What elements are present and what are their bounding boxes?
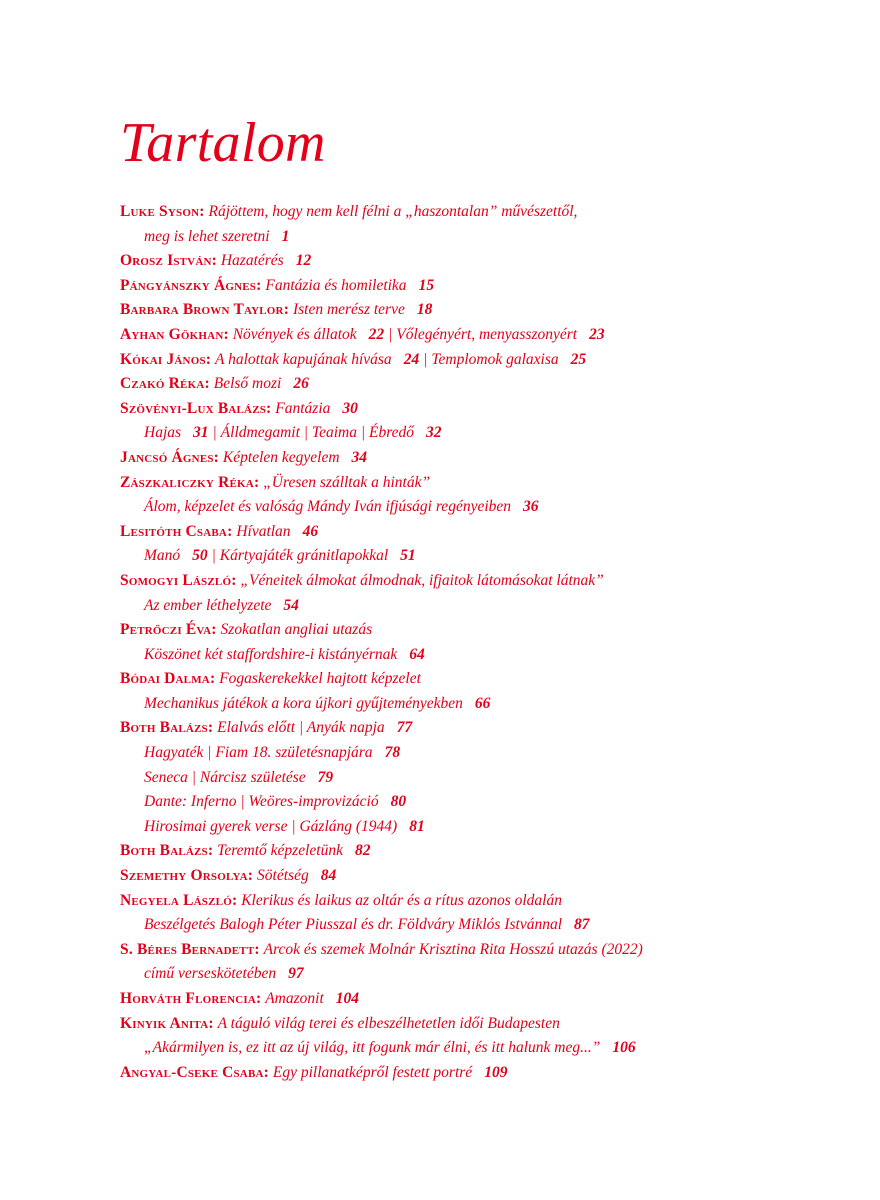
toc-title: | Álldmegamit | Teaima | Ébredő <box>212 424 415 442</box>
toc-title: című verseskötetében <box>144 965 277 983</box>
toc-entry <box>120 839 840 864</box>
toc-page-number: 97 <box>288 965 304 983</box>
toc-title: Növények és állatok <box>232 325 357 343</box>
toc-entry <box>120 323 840 348</box>
toc-entry <box>120 569 840 594</box>
toc-title: | Vőlegényért, menyasszonyért <box>388 325 578 343</box>
toc-title: Álom, képzelet és valóság Mándy Iván ifjúsági regényeiben <box>144 498 512 516</box>
toc-page-number: 30 <box>342 399 358 417</box>
toc-entry-continuation <box>120 741 840 766</box>
toc-title: Hajas <box>144 424 182 442</box>
toc-title: „Véneitek álmokat álmodnak, ifjaitok látomásokat látnak” <box>240 571 604 589</box>
toc-page-number: 31 <box>193 424 209 442</box>
toc-title: Fantázia és homiletika <box>265 276 407 294</box>
toc-title: Köszönet két staffordshire-i kistányérnak <box>144 645 398 663</box>
toc-author: Somogyi László: <box>120 571 237 589</box>
toc-title: Arcok és szemek Molnár Krisztina Rita Hosszú utazás (2022) <box>263 940 643 958</box>
toc-entry <box>120 200 840 225</box>
toc-title: Sötétség <box>257 867 309 885</box>
toc-title: Hazatérés <box>220 252 284 270</box>
toc-author: Horváth Florencia: <box>120 990 262 1007</box>
toc-author: Both Balázs: <box>120 719 214 737</box>
toc-title: Teremtő képzeletünk <box>217 842 343 860</box>
toc-page-number: 51 <box>400 547 416 565</box>
toc-author: Zászkaliczky Réka: <box>120 473 260 491</box>
toc-page-number: 15 <box>418 276 435 294</box>
toc-entry-continuation <box>120 421 840 446</box>
toc-title: Beszélgetés Balogh Péter Piusszal és dr. Földváry Miklós Istvánnal <box>144 916 563 934</box>
toc-author: Luke Syson: <box>120 203 205 220</box>
toc-author: Szemethy Orsolya: <box>120 867 254 885</box>
toc-entry <box>120 1061 840 1086</box>
toc-entry-continuation <box>120 544 840 569</box>
toc-author: Angyal-Cseke Csaba: <box>120 1063 269 1081</box>
toc-author: Bódai Dalma: <box>120 670 216 688</box>
toc-title: Képtelen kegyelem <box>222 448 340 466</box>
toc-page-number: 81 <box>409 817 425 835</box>
toc-author: Negyela László: <box>120 891 238 909</box>
toc-page-number: 23 <box>589 325 605 343</box>
toc-entry <box>120 889 840 914</box>
toc-author: Ayhan Gökhan: <box>120 325 229 343</box>
toc-entry-continuation <box>120 913 840 938</box>
toc-entry <box>120 716 840 741</box>
toc-entry-continuation <box>120 495 840 520</box>
toc-page-number: 24 <box>403 350 420 368</box>
toc-title: A táguló világ terei és elbeszélhetetlen idői Budapesten <box>217 1014 560 1032</box>
toc-page-number: 66 <box>474 694 491 712</box>
toc-page-number: 25 <box>570 350 587 368</box>
toc-entry <box>120 987 840 1012</box>
toc-title: Dante: Inferno | Weöres-improvizáció <box>144 793 379 811</box>
toc-entry <box>120 274 840 299</box>
toc-page-number: 84 <box>320 867 337 885</box>
toc-page-number: 12 <box>295 252 312 270</box>
toc-author: Czakó Réka: <box>120 375 210 393</box>
toc-title: | Kártyajáték gránitlapokkal <box>211 547 389 565</box>
toc-entry-continuation <box>120 790 840 815</box>
toc-title: Egy pillanatképről festett portré <box>272 1063 473 1081</box>
toc-entry <box>120 372 840 397</box>
toc-page-number: 22 <box>368 325 385 343</box>
toc-entry <box>120 618 840 643</box>
toc-entry-continuation <box>120 962 840 987</box>
toc-title: Hívatlan <box>236 522 291 540</box>
toc-page-number: 36 <box>523 498 539 516</box>
toc-entry-continuation <box>120 692 840 717</box>
toc-page-number: 50 <box>192 547 208 565</box>
toc-page-number: 34 <box>351 448 368 466</box>
toc-entry-continuation <box>120 643 840 668</box>
toc-author: Szövényi-Lux Balázs: <box>120 399 272 417</box>
toc-page-number: 104 <box>335 990 360 1007</box>
toc-title: Manó <box>144 547 181 565</box>
toc-author: Kinyik Anita: <box>120 1014 214 1032</box>
toc-entry <box>120 446 840 471</box>
toc-title: Fogaskerekekkel hajtott képzelet <box>219 670 421 688</box>
page-title: Tartalom <box>120 112 326 174</box>
toc-entry <box>120 249 840 274</box>
toc-entry <box>120 1012 840 1037</box>
toc-title: „Akármilyen is, ez itt az új világ, itt fogunk már élni, és itt halunk meg...” <box>144 1039 601 1057</box>
toc-title: Az ember léthelyzete <box>144 596 272 614</box>
toc-page-number: 78 <box>384 744 401 762</box>
toc-page-number: 109 <box>484 1063 508 1081</box>
toc-page-number: 1 <box>281 227 290 245</box>
toc-author: Jancsó Ágnes: <box>120 448 220 466</box>
toc-title: A halottak kapujának hívása <box>215 350 392 368</box>
toc-title: Fantázia <box>275 399 331 417</box>
toc-author: Lesitóth Csaba: <box>120 522 233 540</box>
toc-title: meg is lehet szeretni <box>144 227 270 245</box>
toc-author: Petrőczi Éva: <box>120 621 217 639</box>
toc-entry-continuation <box>120 1036 840 1061</box>
toc-entry-continuation <box>120 594 840 619</box>
toc-title: Isten merész terve <box>292 301 405 319</box>
table-of-contents <box>120 200 840 1085</box>
toc-page-number: 87 <box>574 916 590 934</box>
toc-page-number: 54 <box>283 596 299 614</box>
toc-title: „Üresen szálltak a hinták” <box>263 473 431 491</box>
toc-page-number: 82 <box>354 842 371 860</box>
toc-author: Both Balázs: <box>120 842 214 860</box>
toc-entry <box>120 397 840 422</box>
toc-title: Seneca | Nárcisz születése <box>144 768 306 786</box>
toc-page-number: 77 <box>396 719 413 737</box>
toc-page-number: 18 <box>416 301 433 319</box>
toc-page-number: 80 <box>390 793 407 811</box>
toc-title: Rájöttem, hogy nem kell félni a „haszontalan” művészettől, <box>208 203 578 220</box>
toc-page-number: 46 <box>302 522 319 540</box>
toc-entry <box>120 520 840 545</box>
toc-entry-continuation <box>120 225 840 250</box>
toc-title: Szokatlan angliai utazás <box>220 621 373 639</box>
toc-author: Kókai János: <box>120 350 212 368</box>
toc-entry <box>120 471 840 496</box>
toc-title: Hagyaték | Fiam 18. születésnapjára <box>144 744 373 762</box>
toc-page-number: 64 <box>409 645 425 663</box>
toc-page-number: 79 <box>317 768 334 786</box>
toc-author: S. Béres Bernadett: <box>120 940 260 958</box>
toc-entry-continuation <box>120 815 840 840</box>
toc-title: Elalvás előtt | Anyák napja <box>217 719 385 737</box>
toc-title: Klerikus és laikus az oltár és a rítus azonos oldalán <box>241 891 562 909</box>
toc-entry <box>120 667 840 692</box>
toc-entry <box>120 348 840 373</box>
toc-title: Belső mozi <box>213 375 282 393</box>
toc-entry <box>120 298 840 323</box>
toc-title: Amazonit <box>265 990 324 1007</box>
toc-page-number: 26 <box>293 375 309 393</box>
toc-author: Orosz István: <box>120 252 217 270</box>
toc-author: Barbara Brown Taylor: <box>120 301 290 319</box>
toc-title: Hirosimai gyerek verse | Gázláng (1944) <box>144 817 398 835</box>
toc-title: Mechanikus játékok a kora újkori gyűjteményekben <box>144 694 463 712</box>
toc-entry-continuation <box>120 766 840 791</box>
toc-entry <box>120 864 840 889</box>
toc-author: Pángyánszky Ágnes: <box>120 276 262 294</box>
toc-entry <box>120 938 840 963</box>
toc-page-number: 32 <box>426 424 442 442</box>
toc-page-number: 106 <box>612 1039 636 1057</box>
toc-title: | Templomok galaxisa <box>423 350 559 368</box>
